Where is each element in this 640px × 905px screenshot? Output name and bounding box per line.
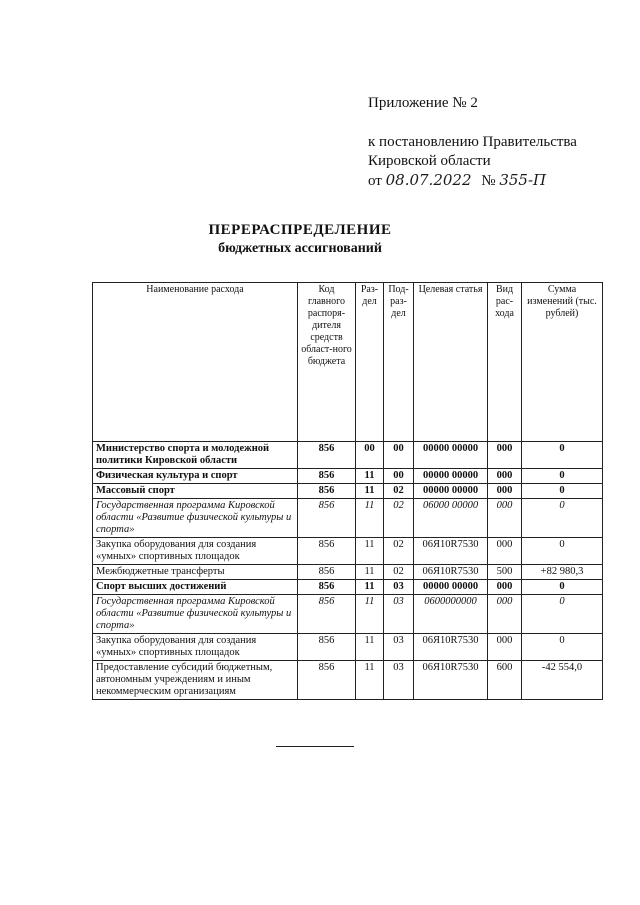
table-cell: 856: [298, 661, 356, 700]
date-prefix: от: [368, 173, 382, 189]
expense-name-cell: Межбюджетные трансферты: [93, 565, 298, 580]
table-cell: 856: [298, 499, 356, 538]
table-cell: 000: [488, 499, 522, 538]
expense-name-cell: Закупка оборудования для создания «умных» спортивных площадок: [93, 538, 298, 565]
table-cell: 06000 00000: [414, 499, 488, 538]
table-cell: 0: [522, 538, 603, 565]
table-row: [93, 661, 603, 700]
table-cell: 02: [384, 538, 414, 565]
table-cell: 00: [356, 442, 384, 469]
table-cell: 11: [356, 661, 384, 700]
table-cell: 856: [298, 484, 356, 499]
table-row: [93, 499, 603, 538]
expense-name-cell: Министерство спорта и молодежной политики Кировской области: [93, 442, 298, 469]
decree-date-line: [368, 171, 577, 191]
table-cell: 600: [488, 661, 522, 700]
table-cell: 00000 00000: [414, 484, 488, 499]
table-row: [93, 469, 603, 484]
table-row: [93, 538, 603, 565]
table-cell: 11: [356, 580, 384, 595]
expense-name-cell: Закупка оборудования для создания «умных» спортивных площадок: [93, 634, 298, 661]
table-cell: 00: [384, 442, 414, 469]
table-cell: 02: [384, 499, 414, 538]
table-cell: 000: [488, 580, 522, 595]
table-cell: 0: [522, 442, 603, 469]
table-cell: 856: [298, 538, 356, 565]
expense-name-cell: Государственная программа Кировской области «Развитие физической культуры и спорта»: [93, 499, 298, 538]
table-cell: 000: [488, 595, 522, 634]
table-cell: 11: [356, 595, 384, 634]
decree-line-2: Кировской области: [368, 153, 491, 169]
table-cell: 0: [522, 499, 603, 538]
column-header: Наименование расхода: [93, 283, 298, 442]
expense-name-cell: Физическая культура и спорт: [93, 469, 298, 484]
table-cell: 000: [488, 484, 522, 499]
table-row: [93, 484, 603, 499]
table-cell: 0600000000: [414, 595, 488, 634]
table-cell: 0: [522, 595, 603, 634]
column-header: Код главного распоря-дителя средств област-ного бюджета: [298, 283, 356, 442]
number-prefix: №: [481, 173, 496, 189]
table-cell: 500: [488, 565, 522, 580]
table-cell: 856: [298, 469, 356, 484]
table-row: [93, 634, 603, 661]
title-line-2: бюджетных ассигнований: [218, 241, 382, 256]
column-header: Под-раз-дел: [384, 283, 414, 442]
closing-rule: [276, 746, 354, 747]
expense-name-cell: Предоставление субсидий бюджетным, автономным учреждениям и иным некоммерческим организациям: [93, 661, 298, 700]
column-header: Вид рас-хода: [488, 283, 522, 442]
table-cell: 00000 00000: [414, 580, 488, 595]
appendix-label: Приложение № 2: [368, 95, 478, 111]
table-cell: 856: [298, 595, 356, 634]
table-cell: 03: [384, 634, 414, 661]
expense-name-cell: Государственная программа Кировской области «Развитие физической культуры и спорта»: [93, 595, 298, 634]
table-header-row: [93, 283, 603, 442]
table-cell: 11: [356, 538, 384, 565]
table-cell: 06Я10R7530: [414, 634, 488, 661]
table-row: [93, 580, 603, 595]
table-cell: 0: [522, 484, 603, 499]
table-cell: 0: [522, 634, 603, 661]
table-cell: 0: [522, 580, 603, 595]
decree-number: 355-П: [499, 171, 547, 189]
column-header: Сумма изменений (тыс. рублей): [522, 283, 603, 442]
table-cell: 00: [384, 469, 414, 484]
decree-line-1: к постановлению Правительства: [368, 134, 577, 150]
table-cell: 856: [298, 565, 356, 580]
table-cell: 000: [488, 469, 522, 484]
expense-name-cell: Массовый спорт: [93, 484, 298, 499]
table-cell: 11: [356, 469, 384, 484]
table-row: [93, 595, 603, 634]
table-cell: 11: [356, 634, 384, 661]
table-cell: 03: [384, 580, 414, 595]
table-row: [93, 565, 603, 580]
table-row: [93, 442, 603, 469]
title-line-1: ПЕРЕРАСПРЕДЕЛЕНИЕ: [208, 222, 392, 238]
column-header: Раз-дел: [356, 283, 384, 442]
table-cell: 11: [356, 499, 384, 538]
table-cell: 00000 00000: [414, 469, 488, 484]
budget-table: [92, 282, 603, 700]
table-cell: -42 554,0: [522, 661, 603, 700]
table-cell: 856: [298, 442, 356, 469]
table-cell: 000: [488, 634, 522, 661]
table-cell: 00000 00000: [414, 442, 488, 469]
table-cell: 0: [522, 469, 603, 484]
expense-name-cell: Спорт высших достижений: [93, 580, 298, 595]
table-cell: 06Я10R7530: [414, 661, 488, 700]
table-cell: 06Я10R7530: [414, 538, 488, 565]
table-cell: 03: [384, 595, 414, 634]
document-title: [0, 222, 640, 257]
table-cell: 02: [384, 565, 414, 580]
table-cell: 856: [298, 580, 356, 595]
table-cell: 000: [488, 442, 522, 469]
decree-date: 08.07.2022: [385, 171, 472, 189]
table-cell: 03: [384, 661, 414, 700]
table-cell: +82 980,3: [522, 565, 603, 580]
table-cell: 11: [356, 484, 384, 499]
table-cell: 02: [384, 484, 414, 499]
table-cell: 11: [356, 565, 384, 580]
table-cell: 856: [298, 634, 356, 661]
decree-reference: [368, 133, 577, 191]
table-cell: 06Я10R7530: [414, 565, 488, 580]
table-cell: 000: [488, 538, 522, 565]
table-body: [93, 442, 603, 700]
column-header: Целевая статья: [414, 283, 488, 442]
